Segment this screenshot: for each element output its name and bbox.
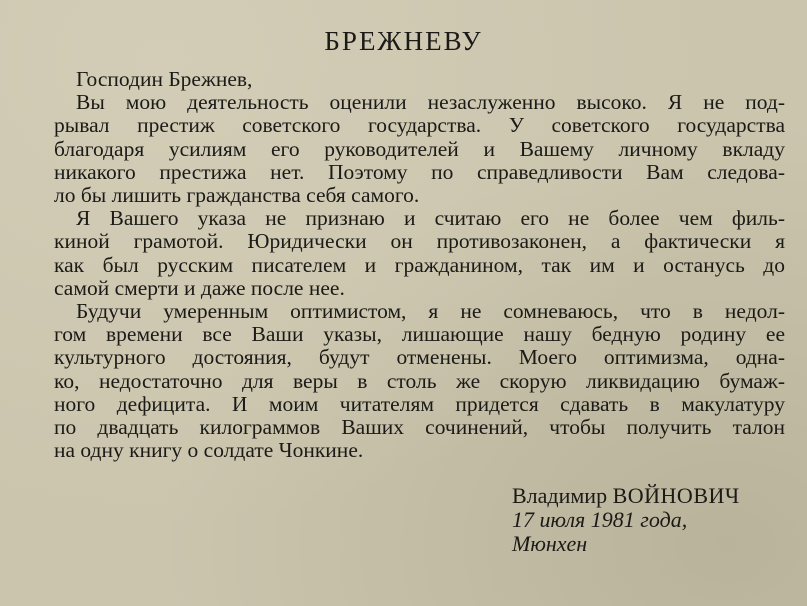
paragraph-3-line: гом времени все Ваши указы, лишающие нашу бедную родину ее: [54, 322, 785, 347]
signature-block: [512, 484, 740, 556]
letter-title: БРЕЖНЕВУ: [324, 26, 483, 56]
paragraph-3-line: ко, недостаточно для веры в столь же скорую ликвидацию бумаж-: [54, 368, 785, 393]
paragraph-3-line: ного дефицита. И моим читателям придется сдавать в макулатуру: [54, 391, 785, 416]
author-last-name: ВОЙНОВИЧ: [612, 483, 740, 508]
letter-body: [54, 68, 785, 462]
paragraph-1-line: рывал престиж советского государства. У советского государства: [54, 113, 785, 138]
signature-author: [512, 484, 740, 508]
paragraph-3-line: культурного достояния, будут отменены. Моего оптимизма, одна-: [54, 345, 785, 370]
paragraph-1-line: благодаря усилиям его руководителей и Вашему личному вкладу: [54, 136, 785, 161]
signature-place: Мюнхен: [512, 531, 588, 556]
paragraph-3-line: Будучи умеренным оптимистом, я не сомневаюсь, что в недол-: [76, 299, 785, 324]
paragraph-2-line: Я Вашего указа не признаю и считаю его не более чем филь-: [76, 206, 785, 231]
paragraph-1-line: Вы мою деятельность оценили незаслуженно высоко. Я не под-: [76, 90, 785, 115]
author-first-name: Владимир: [512, 483, 608, 508]
paragraph-2-line: самой смерти и даже после нее.: [54, 275, 345, 300]
paragraph-3-line: по двадцать килограммов Ваших сочинений, чтобы получить талон: [54, 415, 785, 440]
paragraph-1-line: никакого престижа нет. Поэтому по справедливости Вам следова-: [54, 159, 785, 184]
paragraph-1-line: ло бы лишить гражданства себя самого.: [54, 183, 420, 208]
paragraph-2-line: киной грамотой. Юридически он противозаконен, а фактически я: [54, 229, 785, 254]
signature-date: 17 июля 1981 года,: [512, 507, 688, 532]
paragraph-3-line: на одну книгу о солдате Чонкине.: [54, 438, 364, 463]
salutation: Господин Брежнев,: [76, 67, 253, 91]
paragraph-2-line: как был русским писателем и гражданином, так им и останусь до: [54, 252, 785, 277]
